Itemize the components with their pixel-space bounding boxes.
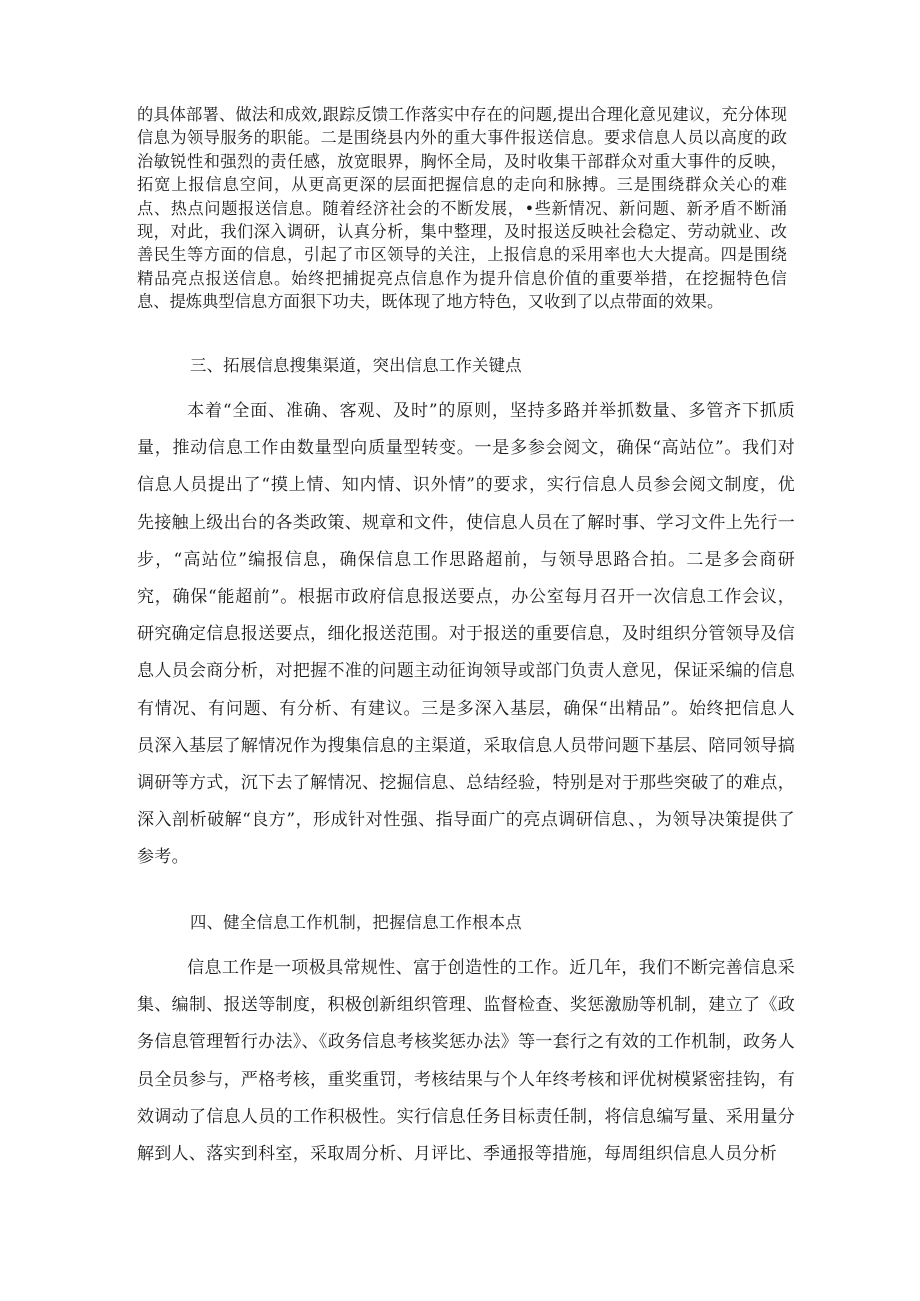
section-paragraph-4: 信息工作是一项极具常规性、富于创造性的工作。近几年，我们不断完善信息采集、编制、报送等制度，积极创新组织管理、监督检查、奖惩激励等机制，建立了《政务信息管理暂行办法》、《政务信息考核奖惩办法》等一套行之有效的工作机制，政务人员全员参与，严格考核，重奖重罚，考核结果与个人年终考核和评优树模紧密挂钩，有效调动了信息人员的工作积极性。实行信息任务目标责任制，将信息编写量、采用量分解到人、落实到科室，采取周分析、月评比、季通报等措施，每周组织信息人员分析 <box>137 958 795 1165</box>
section-paragraph-3: 本着“全面、准确、客观、及时”的原则，坚持多路并举抓数量、多管齐下抓质量，推动信息工作由数量型向质量型转变。一是多参会阅文，确保“高站位”。我们对信息人员提出了“摸上情、知内情、识外情”的要求，实行信息人员参会阅文制度，优先接触上级出台的各类政策、规章和文件，使信息人员在了解时事、学习文件上先行一步，“高站位”编报信息，确保信息工作思路超前，与领导思路合拍。二是多会商研究，确保“能超前”。根据市政府信息报送要点，办公室每月召开一次信息工作会议，研究确定信息报送要点，细化报送范围。对于报送的重要信息，及时组织分管领导及信息人员会商分析，对把握不准的问题主动征询领导或部门负责人意见，保证采编的信息有情况、有问题、有分析、有建议。三是多深入基层，确保“出精品”。始终把信息人员深入基层了解情况作为搜集信息的主渠道，采取信息人员带问题下基层、陪同领导搞调研等方式，沉下去了解情况、挖掘信息、总结经验，特别是对于那些突破了的难点，深入剖析破解“良方”，形成针对性强、指导面广的亮点调研信息、，为领导决策提供了参考。 <box>137 401 795 868</box>
section-heading-4: 四、健全信息工作机制，把握信息工作根本点 <box>190 913 522 932</box>
paragraph-continued: 的具体部署、做法和成效,跟踪反馈工作落实中存在的问题,提出合理化意见建议，充分体现信息为领导服务的职能。二是围绕县内外的重大事件报送信息。要求信息人员以高度的政治敏锐性和强烈的责任感，放宽眼界，胸怀全局，及时收集干部群众对重大事件的反映，拓宽上报信息空间，从更高更深的层面把握信息的走向和脉搏。三是围绕群众关心的难点、热点问题报送信息。随着经济社会的不断发展，•些新情况、新问题、新矛盾不断涌现，对此，我们深入调研，认真分析，集中整理，及时报送反映社会稳定、劳动就业、改善民生等方面的信息，引起了市区领导的关注，上报信息的采用率也大大提高。四是围绕精品亮点报送信息。始终把捕捉亮点信息作为提升信息价值的重要举措，在挖掘特色信息、提炼典型信息方面狠下功夫，既体现了地方特色，又收到了以点带面的效果。 <box>137 105 787 312</box>
section-heading-3: 三、拓展信息搜集渠道，突出信息工作关键点 <box>190 356 522 375</box>
